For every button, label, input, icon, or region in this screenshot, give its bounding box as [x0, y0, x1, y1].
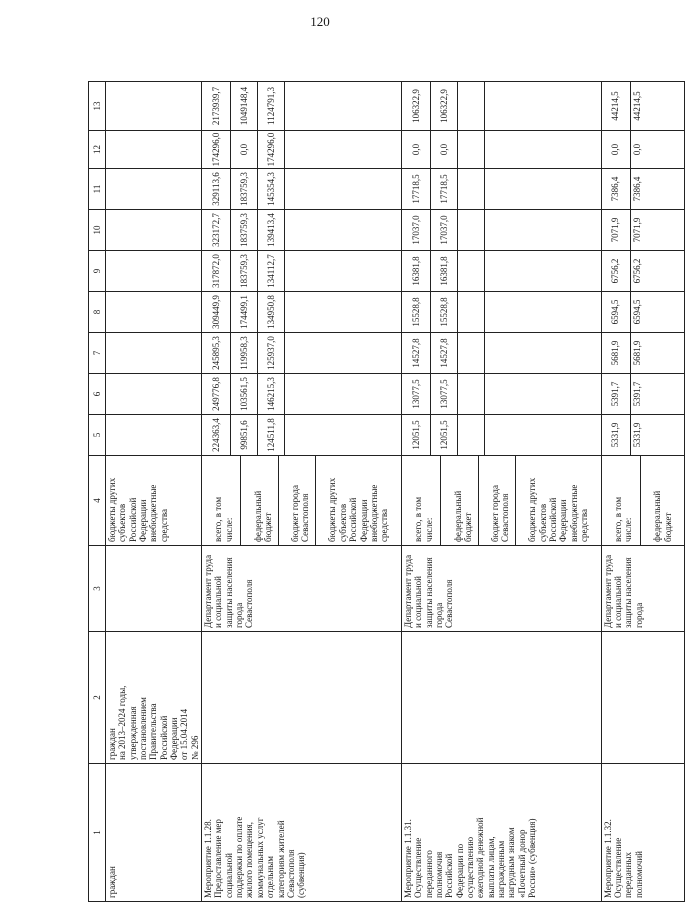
value-stack [601, 210, 685, 251]
value-cell: 0,0 [431, 131, 458, 168]
value-cell: 6594,5 [602, 292, 631, 332]
value-cell: 1049148,4 [231, 82, 258, 130]
value-stack [202, 169, 402, 210]
value-cell: 183759,3 [231, 251, 258, 291]
value-cell: 125937,0 [258, 333, 285, 373]
value-cell [485, 169, 487, 209]
value-cell: 7386,4 [602, 169, 631, 209]
executor-cell [106, 546, 202, 632]
value-stack [401, 333, 601, 374]
value-cell: 6594,5 [631, 299, 642, 325]
header-cell: 6 [89, 374, 106, 415]
value-cell: 174296,0 [258, 131, 285, 168]
source-stack [202, 456, 402, 546]
executor-cell: Департамент труда и социальной защиты населения города Севастополя [401, 546, 601, 632]
value-cell: 224363,4 [202, 415, 231, 455]
header-cell: 12 [89, 131, 106, 169]
value-cell: 17037,0 [402, 210, 431, 250]
value-stack [202, 82, 402, 131]
value-stack [202, 374, 402, 415]
value-cell: 0,0 [231, 131, 258, 168]
value-cell [485, 82, 487, 130]
value-stack [401, 210, 601, 251]
value-cell: 0,0 [602, 131, 631, 168]
value-cell: 44214,5 [631, 91, 642, 121]
value-cell: 134950,8 [258, 292, 285, 332]
value-cell [485, 292, 487, 332]
value-cell [458, 333, 485, 373]
value-cell [458, 251, 485, 291]
value-cell: 13077,5 [431, 374, 458, 414]
value-cell [485, 333, 487, 373]
value-cell: 14527,8 [431, 333, 458, 373]
value-cell: 124511,8 [258, 415, 285, 455]
header-cell: 2 [89, 632, 106, 764]
value-cell: 145354,3 [258, 169, 285, 209]
value-cell: 1124791,3 [258, 82, 285, 130]
header-cell: 4 [89, 456, 106, 546]
value-cell: 249776,8 [202, 374, 231, 414]
table-row [106, 82, 202, 902]
value-cell: 5681,9 [631, 340, 642, 366]
value-cell: 99851,6 [231, 415, 258, 455]
value-cell: 5681,9 [602, 333, 631, 373]
value-cell: 309449,9 [202, 292, 231, 332]
table-row [202, 82, 402, 902]
source-item: всего, в том числе: [612, 456, 641, 545]
value-stack [601, 82, 685, 131]
header-cell: 8 [89, 292, 106, 333]
value-cell: 15528,8 [431, 292, 458, 332]
value-cell: 7386,4 [631, 176, 642, 202]
value-stack [401, 82, 601, 131]
value-cell: 2173939,7 [202, 82, 231, 130]
value-cell [458, 292, 485, 332]
value-cell: 139413,4 [258, 210, 285, 250]
value-cell: 13077,5 [402, 374, 431, 414]
value-cell [285, 415, 287, 455]
header-cell: 3 [89, 546, 106, 632]
value-cell: 12051,5 [402, 415, 431, 455]
value-cell: 174499,1 [231, 292, 258, 332]
value-cell: 16381,8 [402, 251, 431, 291]
source-item: бюджет города Севастополя [289, 456, 316, 545]
source-stack [601, 456, 685, 546]
value-cell: 44214,5 [602, 82, 631, 130]
value-stack [601, 131, 685, 169]
value-cell: 5331,9 [602, 415, 631, 455]
value-stack [601, 251, 685, 292]
value-stack [202, 333, 402, 374]
value-cell: 6756,2 [602, 251, 631, 291]
header-cell: 7 [89, 333, 106, 374]
value-stack [601, 333, 685, 374]
value-cell [285, 82, 287, 130]
value-stack [601, 169, 685, 210]
source-item: бюджеты других субъектов Российской Федерации внебюджетные средства [327, 477, 390, 542]
header-cell: 10 [89, 210, 106, 251]
source-item: бюджет города Севастополя [489, 456, 516, 545]
value-cell: 119958,3 [231, 333, 258, 373]
value-cell: 16381,8 [431, 251, 458, 291]
value-cell: 323172,7 [202, 210, 231, 250]
value-cell: 7071,9 [631, 217, 642, 243]
rotated-table-wrapper [88, 82, 673, 902]
source-item: всего, в том числе: [412, 456, 441, 545]
table-row [601, 82, 685, 902]
source-item: федеральный бюджет [252, 456, 279, 545]
value-cell [285, 131, 287, 168]
header-cell: 5 [89, 415, 106, 456]
value-cell [285, 333, 287, 373]
source-cell: бюджеты других субъектов Российской Федерации внебюджетные средства [106, 456, 202, 546]
budget-table [88, 81, 685, 902]
value-stack [401, 169, 601, 210]
value-cell: 106322,9 [431, 82, 458, 130]
value-cell [285, 251, 287, 291]
source-item: федеральный бюджет [652, 490, 673, 542]
value-cell: 174296,0 [202, 131, 231, 168]
value-stack [202, 292, 402, 333]
value-cell [485, 251, 487, 291]
source-stack [401, 456, 601, 546]
value-cell: 17718,5 [431, 169, 458, 209]
value-cell: 17037,0 [431, 210, 458, 250]
value-cell: 134112,7 [258, 251, 285, 291]
column-number-row [89, 82, 106, 902]
value-stack [601, 415, 685, 456]
page-number: 120 [310, 14, 330, 29]
source-item: федеральный бюджет [452, 456, 479, 545]
value-cell [485, 131, 487, 168]
value-cell [458, 82, 485, 130]
value-cell [285, 292, 287, 332]
value-cell [458, 169, 485, 209]
program-cell: граждан на 2013–2024 годы, утвержденная постановлением Правительства Российской Федерации от 15.04.2014 № 296 [106, 632, 202, 764]
program-cell [202, 632, 402, 764]
source-item: всего, в том числе: [212, 456, 241, 545]
value-cell: 17718,5 [402, 169, 431, 209]
value-cell: 106322,9 [402, 82, 431, 130]
value-cell: 7071,9 [602, 210, 631, 250]
event-name-cell: Мероприятие 1.1.28. Предоставление мер социальной поддержки по оплате жилого помещения, коммунальных услуг отдельным категориям жителей Севастополя (субвенция) [202, 764, 402, 902]
value-cell: 15528,8 [402, 292, 431, 332]
value-stack [401, 251, 601, 292]
value-stack [202, 415, 402, 456]
value-stack [202, 251, 402, 292]
value-cell: 103561,5 [231, 374, 258, 414]
value-stack [601, 292, 685, 333]
value-cell [285, 374, 287, 414]
value-cell: 0,0 [631, 143, 642, 156]
value-stack [401, 292, 601, 333]
event-name-cell: Мероприятие 1.1.31. Осуществление переданного полномочия Российской Федерации по осуществлению ежегодной денежной выплаты лицам, награжденным нагрудным знаком «Почетный донор России» (субвенция) [401, 764, 601, 902]
table-row [401, 82, 601, 902]
program-cell [601, 632, 685, 764]
header-cell: 9 [89, 251, 106, 292]
value-cell: 12051,5 [431, 415, 458, 455]
header-cell: 11 [89, 169, 106, 210]
value-cell: 5391,7 [602, 374, 631, 414]
value-cell [458, 374, 485, 414]
event-name-cell: Мероприятие 1.1.32. Осуществление переданных полномочий [601, 764, 685, 902]
value-cell: 14527,8 [402, 333, 431, 373]
value-cell: 329113,6 [202, 169, 231, 209]
value-cell: 0,0 [402, 131, 431, 168]
value-cell [458, 131, 485, 168]
value-cell: 146215,3 [258, 374, 285, 414]
value-stack [202, 131, 402, 169]
value-stack [401, 415, 601, 456]
value-cell: 6756,2 [631, 258, 642, 284]
value-cell [285, 169, 287, 209]
value-stack [601, 374, 685, 415]
value-cell [458, 210, 485, 250]
value-cell: 183759,3 [231, 169, 258, 209]
value-cell: 5391,7 [631, 381, 642, 407]
value-cell [458, 415, 485, 455]
executor-cell: Департамент труда и социальной защиты населения города Севастополя [202, 546, 402, 632]
value-cell [485, 415, 487, 455]
source-item: бюджеты других субъектов Российской Федерации внебюджетные средства [527, 477, 589, 542]
value-cell: 245895,3 [202, 333, 231, 373]
header-cell: 13 [89, 82, 106, 131]
program-cell [401, 632, 601, 764]
value-cell [285, 210, 287, 250]
event-name-cell: граждан [106, 764, 202, 902]
value-cell: 5331,9 [631, 422, 642, 448]
value-cell [485, 374, 487, 414]
value-cell: 183759,3 [231, 210, 258, 250]
header-cell: 1 [89, 764, 106, 902]
value-cell: 317872,0 [202, 251, 231, 291]
value-stack [401, 131, 601, 169]
executor-cell: Департамент труда и социальной защиты населения города [601, 546, 685, 632]
value-stack [202, 210, 402, 251]
value-cell [485, 210, 487, 250]
value-stack [401, 374, 601, 415]
